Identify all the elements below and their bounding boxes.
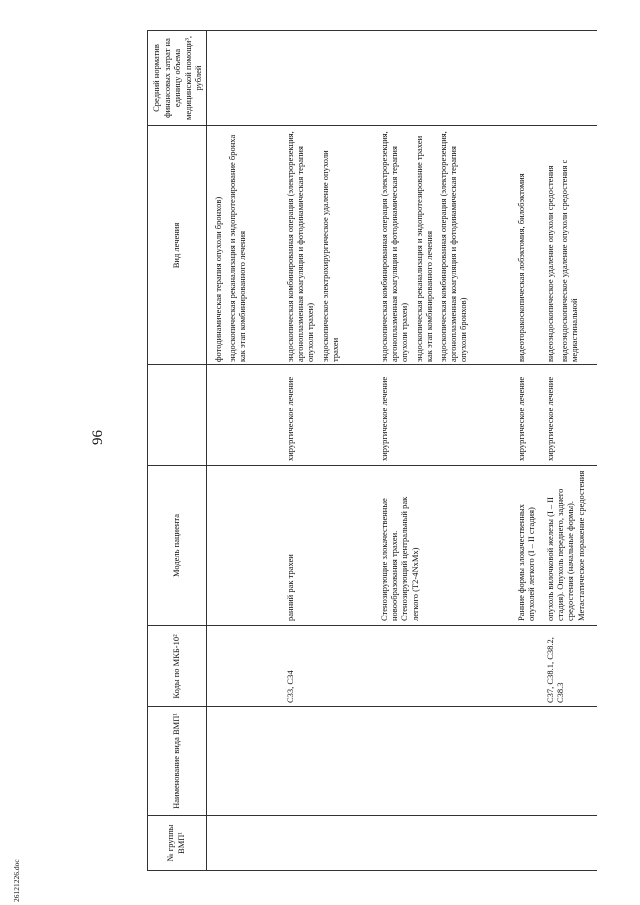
page-number: 96 — [90, 430, 106, 445]
method-item: эндоскопическая комбинированная операция (электрорезекция, аргоноплазменная коагуляция и фотодинамическая терапия опухоли трахеи) — [285, 131, 316, 362]
treatment-type-cell: хирургическое лечение — [545, 376, 555, 461]
treatment-type-cell: хирургическое лечение — [379, 376, 389, 461]
column-divider — [147, 125, 597, 126]
patient-model-cell: опухоль вилочковой железы (I – II стадия). Опухоль переднего, заднего средостения (начальные формы). Метастатическое поражение средостения — [545, 470, 586, 621]
method-item: эндоскопическая комбинированная операция (электрорезекция, аргоноплазменная коагуляция и фотодинамическая терапия опухоли трахеи) — [379, 131, 410, 362]
table-top-border — [147, 30, 148, 871]
treatment-type-cell: хирургическое лечение — [285, 376, 295, 461]
patient-model-cell: Ранние формы злокачественных опухолей легкого (I – II стадия) — [516, 504, 537, 621]
mkb-cell: C33, C34 — [285, 670, 295, 703]
column-divider — [147, 815, 597, 816]
column-divider — [147, 625, 597, 626]
column-divider — [147, 364, 597, 365]
method-cell — [213, 128, 252, 362]
header-divider — [206, 30, 207, 871]
method-cell — [516, 128, 530, 362]
patient-model-cell: ранний рак трахеи — [285, 554, 295, 621]
method-cell — [285, 128, 344, 362]
mkb-cell: C37, C38.1, C38.2, C38.3 — [545, 637, 566, 703]
patient-model-cell: Стенозирующие злокачественные новообразования трахеи. Стенозирующий центральный рак легкого (T2-4NxMx) — [379, 496, 420, 621]
column-divider — [147, 465, 597, 466]
method-cell — [379, 128, 473, 362]
table-right-border — [147, 30, 597, 31]
method-item: видеоторакоскопическая лобэктомия, билобэктомия — [516, 173, 526, 362]
column-divider — [147, 706, 597, 707]
method-item: фотодинамическая терапия опухоли бронхов) — [213, 196, 223, 362]
header-mkb-codes: Коды по МКБ-10² — [171, 634, 181, 699]
table-left-border — [147, 870, 597, 871]
method-item: эндоскопическая комбинированная операция (электрорезекция, аргоноплазменная коагуляция и фотодинамическая терапия опухоли бронхов) — [438, 131, 469, 362]
treatment-type-cell: хирургическое лечение — [516, 376, 526, 461]
method-item: эндоскопическая реканализация и эндопротезирование трахеи как этап комбинированного лечения — [413, 135, 434, 362]
header-patient-model: Модель пациента — [171, 513, 181, 578]
header-group-number: № группы ВМП¹ — [165, 824, 186, 862]
header-cost: Средний норматив финансовых затрат на единицу объема медицинской помощи³, рублей — [151, 36, 203, 120]
method-item: видеоэндоскопическое удаление опухоли средостения с медиастинальной — [559, 159, 580, 362]
header-treatment-type: Вид лечения — [171, 222, 181, 269]
method-item: эндоскопическое электрохирургическое удаление опухоли трахеи — [319, 150, 340, 362]
document-code: 26121226.doc — [12, 859, 21, 902]
procedure-table — [147, 30, 597, 871]
method-cell — [545, 128, 584, 362]
header-vmp-name: Наименование вида ВМП¹ — [171, 713, 181, 809]
method-item: видеоэндоскопическое удаление опухоли средостения — [545, 165, 555, 362]
method-item: эндоскопическая реканализация и эндопротезирование бронха как этап комбинированного лечения — [227, 134, 248, 362]
